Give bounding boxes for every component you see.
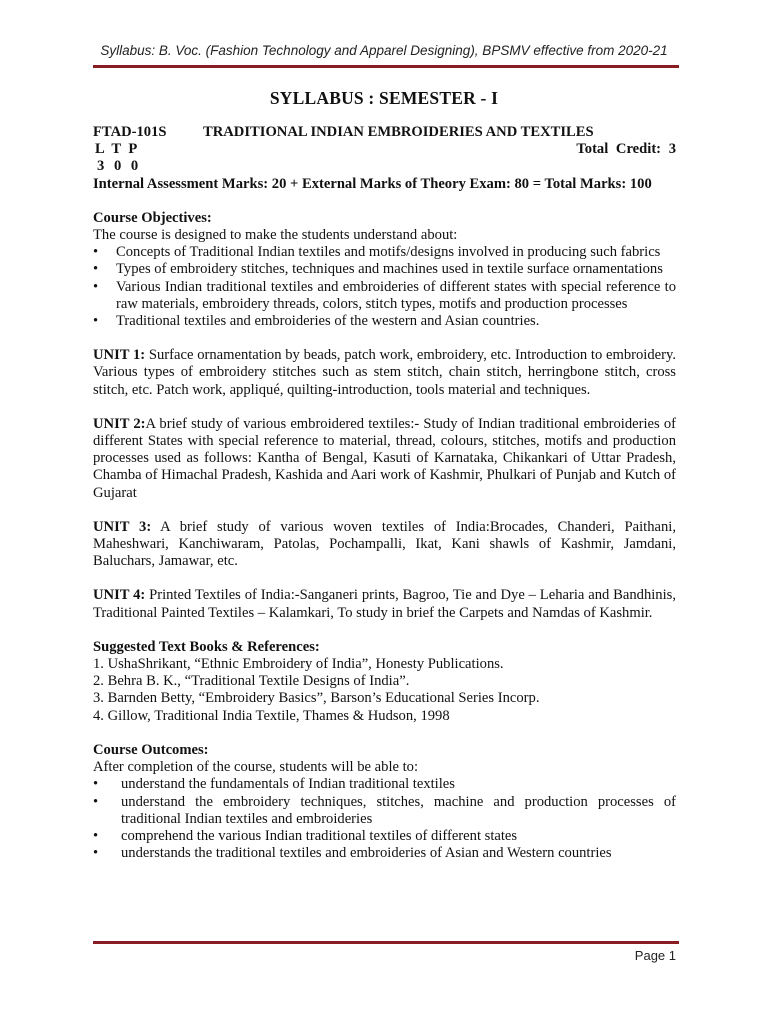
references-list <box>93 656 676 725</box>
outcomes-heading: Course Outcomes: <box>93 741 209 758</box>
list-item: • comprehend the various Indian traditional textiles of different states <box>93 828 676 845</box>
unit-4 <box>93 587 676 621</box>
header-rule <box>93 65 679 68</box>
unit-text: Surface ornamentation by beads, patch work, embroidery, etc. Introduction to embroidery. Various types of embroidery stitches such as stem stitch, chain stitch, herringbone stitch, cross stitch, etc. Patch work, appliqué, quilting-introduction, tools material and techniques. <box>93 347 676 398</box>
list-item: • Types of embroidery stitches, techniques and machines used in textile surface ornamentations <box>93 261 676 278</box>
outcomes-list <box>93 776 676 862</box>
list-item: • understand the embroidery techniques, stitches, machine and production processes of traditional Indian textiles and embroideries <box>93 794 676 828</box>
objectives-list <box>93 244 676 330</box>
page-number: Page 1 <box>634 948 676 963</box>
list-item: • Concepts of Traditional Indian textiles and motifs/designs involved in producing such fabrics <box>93 244 676 261</box>
unit-label: UNIT 1: <box>93 347 146 364</box>
semester-title: SYLLABUS : SEMESTER - I <box>269 88 499 108</box>
unit-text: A brief study of various embroidered textiles:- Study of Indian traditional embroideries of different States with special reference to material, thread, colours, stitches, motifs and production processes used as follows: Kantha of Bengal, Kasuti of Karnataka, Chikankari of Uttar Pradesh, Chamba of Himachal Pradesh, Kashida and Aari work of Kashmir, Phulkari of Punjab and Kutch of Gujarat <box>93 415 676 501</box>
list-item: • Traditional textiles and embroideries of the western and Asian countries. <box>93 313 676 330</box>
unit-3 <box>93 519 676 571</box>
ltp-row <box>93 141 676 158</box>
objectives-intro: The course is designed to make the students understand about: <box>93 227 458 244</box>
list-item: • understand the fundamentals of Indian traditional textiles <box>93 776 676 793</box>
list-item: 2. Behra B. K., “Traditional Textile Designs of India”. <box>93 673 410 690</box>
unit-2 <box>93 416 676 502</box>
references-heading: Suggested Text Books & References: <box>93 638 320 655</box>
unit-1 <box>93 347 676 399</box>
list-item: 1. UshaShrikant, “Ethnic Embroidery of India”, Honesty Publications. <box>93 656 504 673</box>
course-code: FTAD-101S <box>93 124 167 140</box>
total-credit: Total Credit: 3 <box>576 141 676 158</box>
ltp-values: 3 0 0 <box>97 158 139 175</box>
list-item: 3. Barnden Betty, “Embroidery Basics”, Barson’s Educational Series Incorp. <box>93 690 540 707</box>
course-heading <box>93 124 676 141</box>
outcomes-intro: After completion of the course, students will be able to: <box>93 759 419 776</box>
page-header: Syllabus: B. Voc. (Fashion Technology and Apparel Designing), BPSMV effective from 2020-21 <box>100 43 668 58</box>
footer-rule <box>93 941 679 944</box>
marks-line: Internal Assessment Marks: 20 + External Marks of Theory Exam: 80 = Total Marks: 100 <box>93 175 652 192</box>
unit-text: A brief study of various woven textiles of India:Brocades, Chanderi, Paithani, Maheshwari, Kanchiwaram, Patolas, Pochampalli, Ikat, Kani shawls of Kashmir, Jamdani, Baluchars, Jamawar, etc. <box>93 518 676 570</box>
ltp-label: L T P <box>95 141 138 158</box>
list-item: • understands the traditional textiles and embroideries of Asian and Western countries <box>93 845 676 862</box>
list-item: • Various Indian traditional textiles and embroideries of different states with special reference to raw materials, embroidery threads, colors, stitch types, motifs and production processes <box>93 279 676 313</box>
unit-label: UNIT 3: <box>93 518 152 535</box>
document-body <box>93 124 676 862</box>
course-title: TRADITIONAL INDIAN EMBROIDERIES AND TEXTILES <box>203 124 594 140</box>
unit-text: Printed Textiles of India:-Sanganeri prints, Bagroo, Tie and Dye – Leharia and Bandhinis, Traditional Painted Textiles – Kalamkari, To study in brief the Carpets and Namdas of Kashmir. <box>93 587 676 621</box>
unit-label: UNIT 2: <box>93 415 146 432</box>
list-item: 4. Gillow, Traditional India Textile, Thames & Hudson, 1998 <box>93 707 450 724</box>
objectives-heading: Course Objectives: <box>93 209 212 226</box>
unit-label: UNIT 4: <box>93 587 146 604</box>
